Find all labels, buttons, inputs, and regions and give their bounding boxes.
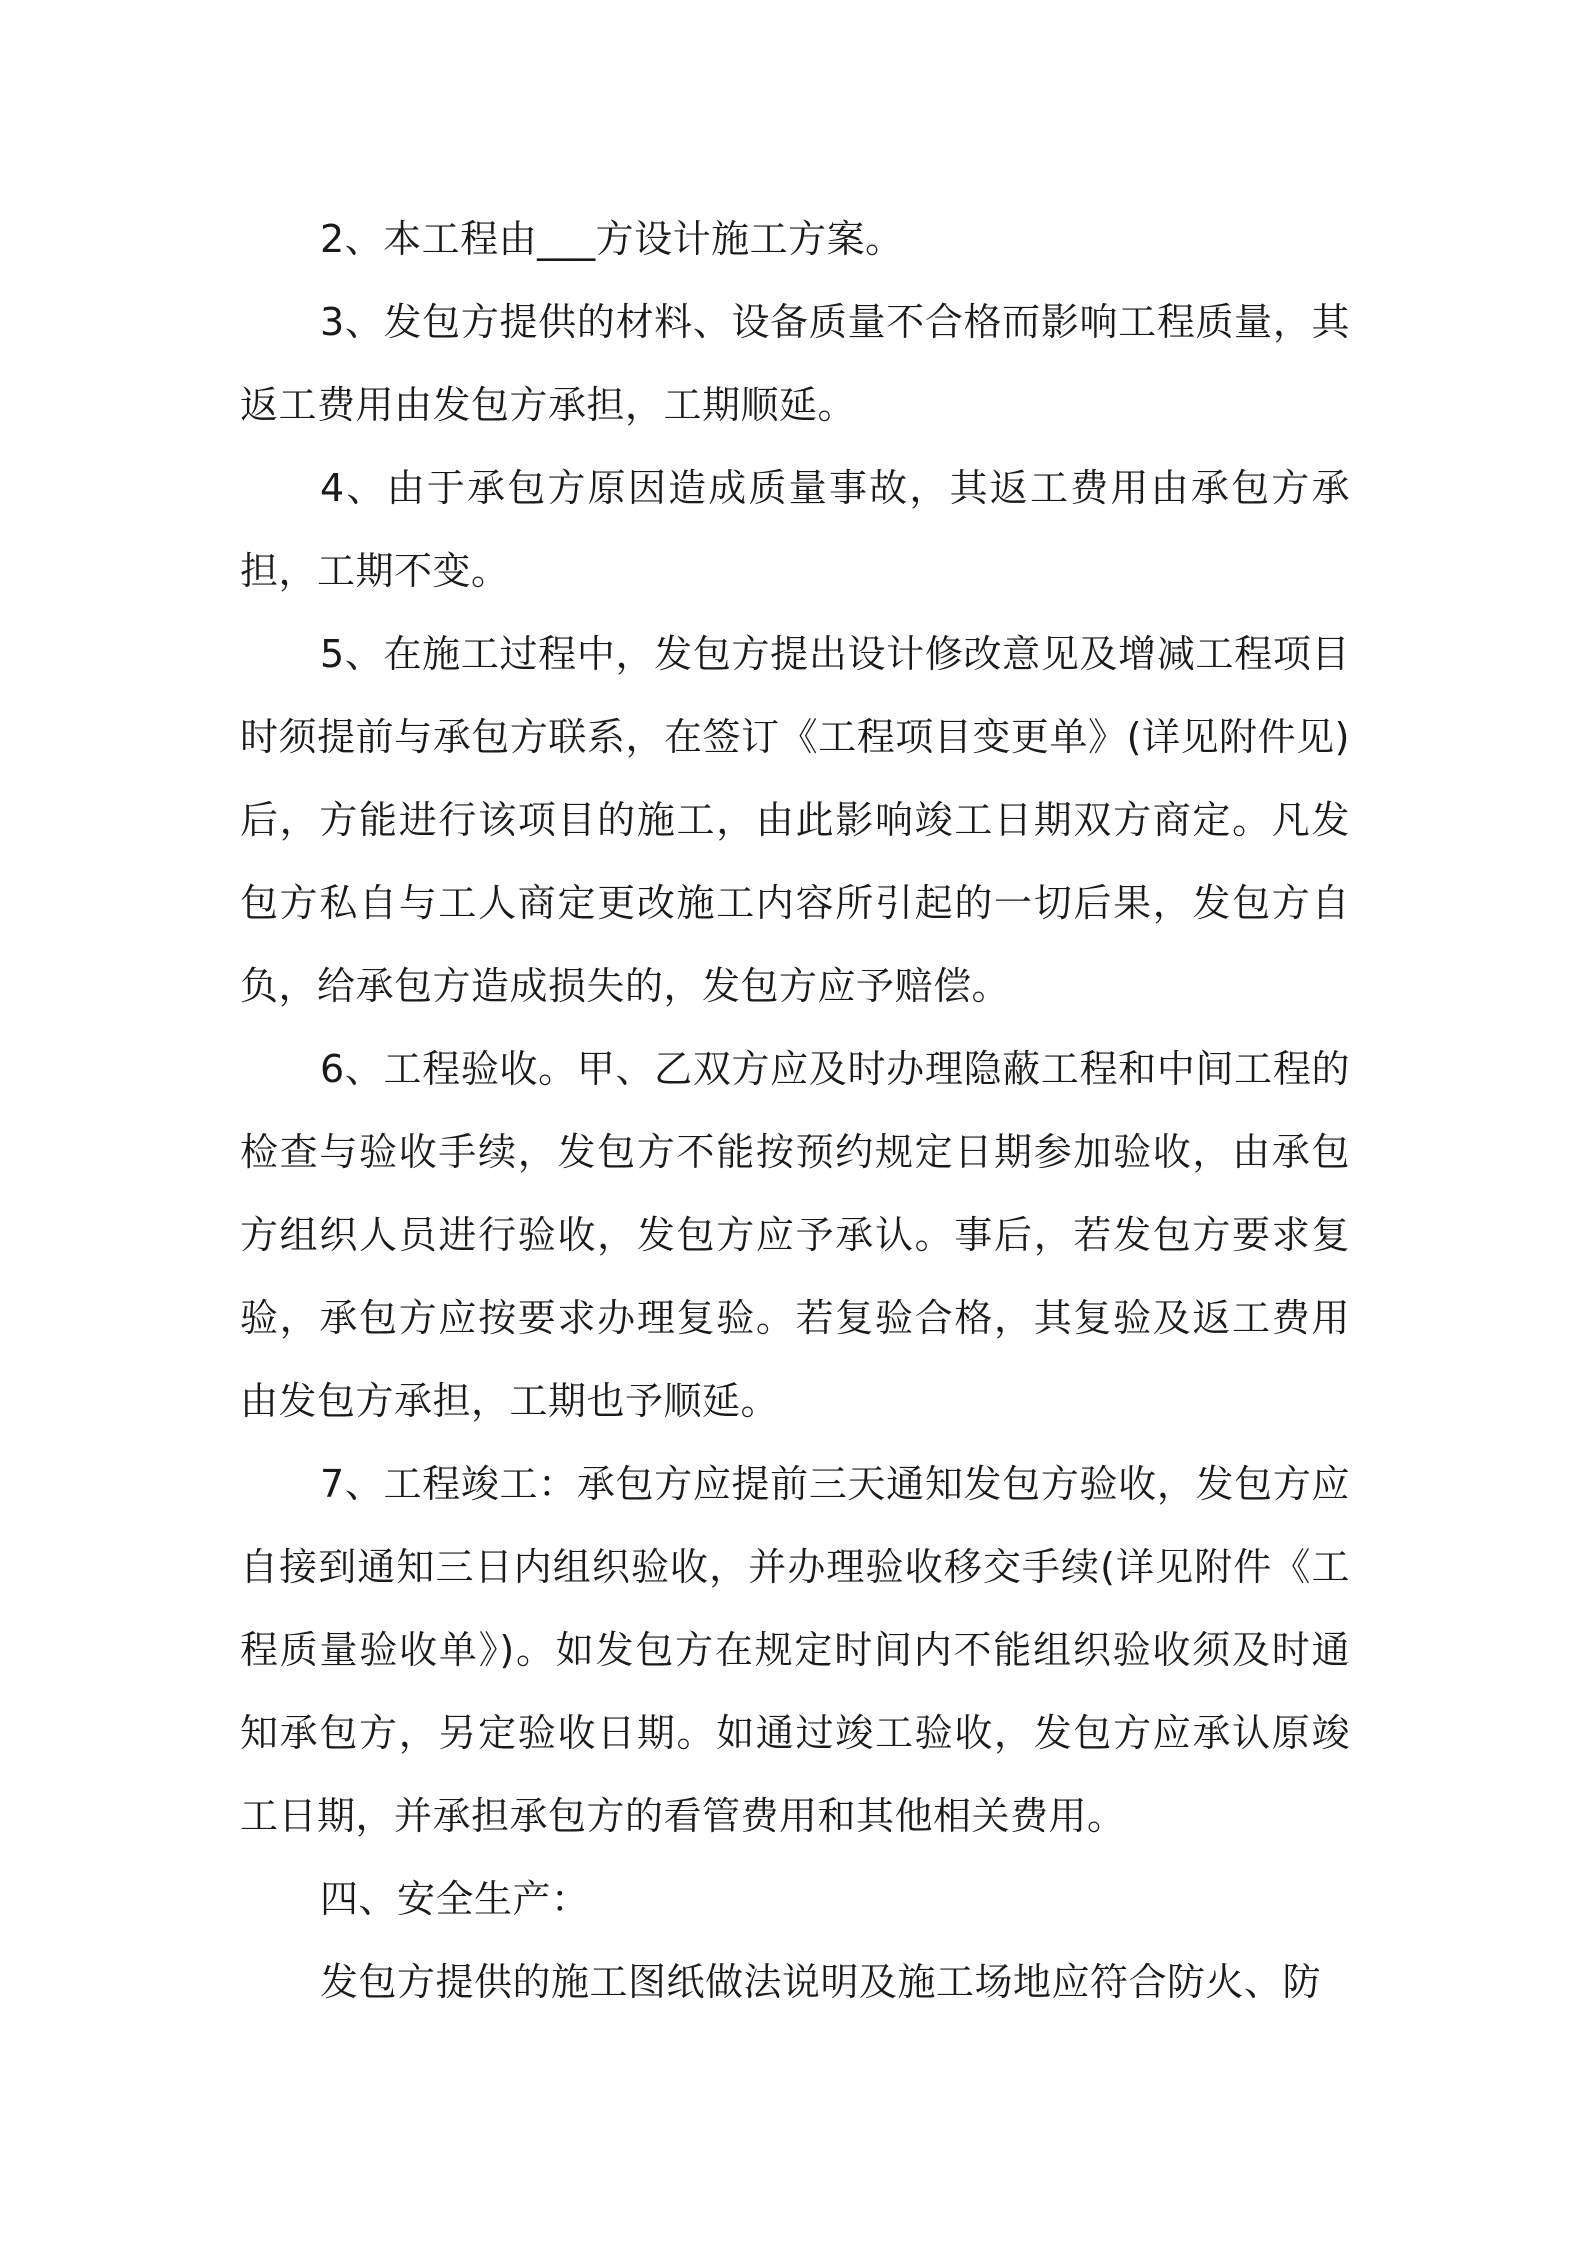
clause-3: 3、发包方提供的材料、设备质量不合格而影响工程质量，其返工费用由发包方承担，工期顺延。 <box>240 300 1350 427</box>
document-body <box>240 198 1350 2024</box>
clause-5: 5、在施工过程中，发包方提出设计修改意见及增减工程项目时须提前与承包方联系，在签订《工程项目变更单》(详见附件见)后，方能进行该项目的施工，由此影响竣工日期双方商定。凡发包方私自与工人商定更改施工内容所引起的一切后果，发包方自负，给承包方造成损失的，发包方应予赔偿。 <box>240 632 1350 1008</box>
clause-7: 7、工程竣工：承包方应提前三天通知发包方验收，发包方应自接到通知三日内组织验收，并办理验收移交手续(详见附件《工程质量验收单》)。如发包方在规定时间内不能组织验收须及时通知承包方，另定验收日期。如通过竣工验收，发包方应承认原竣工日期，并承担承包方的看管费用和其他相关费用。 <box>240 1462 1350 1838</box>
clause-6: 6、工程验收。甲、乙双方应及时办理隐蔽工程和中间工程的检查与验收手续，发包方不能按预约规定日期参加验收，由承包方组织人员进行验收，发包方应予承认。事后，若发包方要求复验，承包方应按要求办理复验。若复验合格，其复验及返工费用由发包方承担，工期也予顺延。 <box>240 1047 1350 1423</box>
section-heading-safety: 四、安全生产： <box>320 1877 590 1921</box>
clause-4: 4、由于承包方原因造成质量事故，其返工费用由承包方承担，工期不变。 <box>240 466 1350 593</box>
clause-2: 2、本工程由___方设计施工方案。 <box>320 217 904 261</box>
safety-paragraph: 发包方提供的施工图纸做法说明及施工场地应符合防火、防 <box>320 1960 1322 2004</box>
